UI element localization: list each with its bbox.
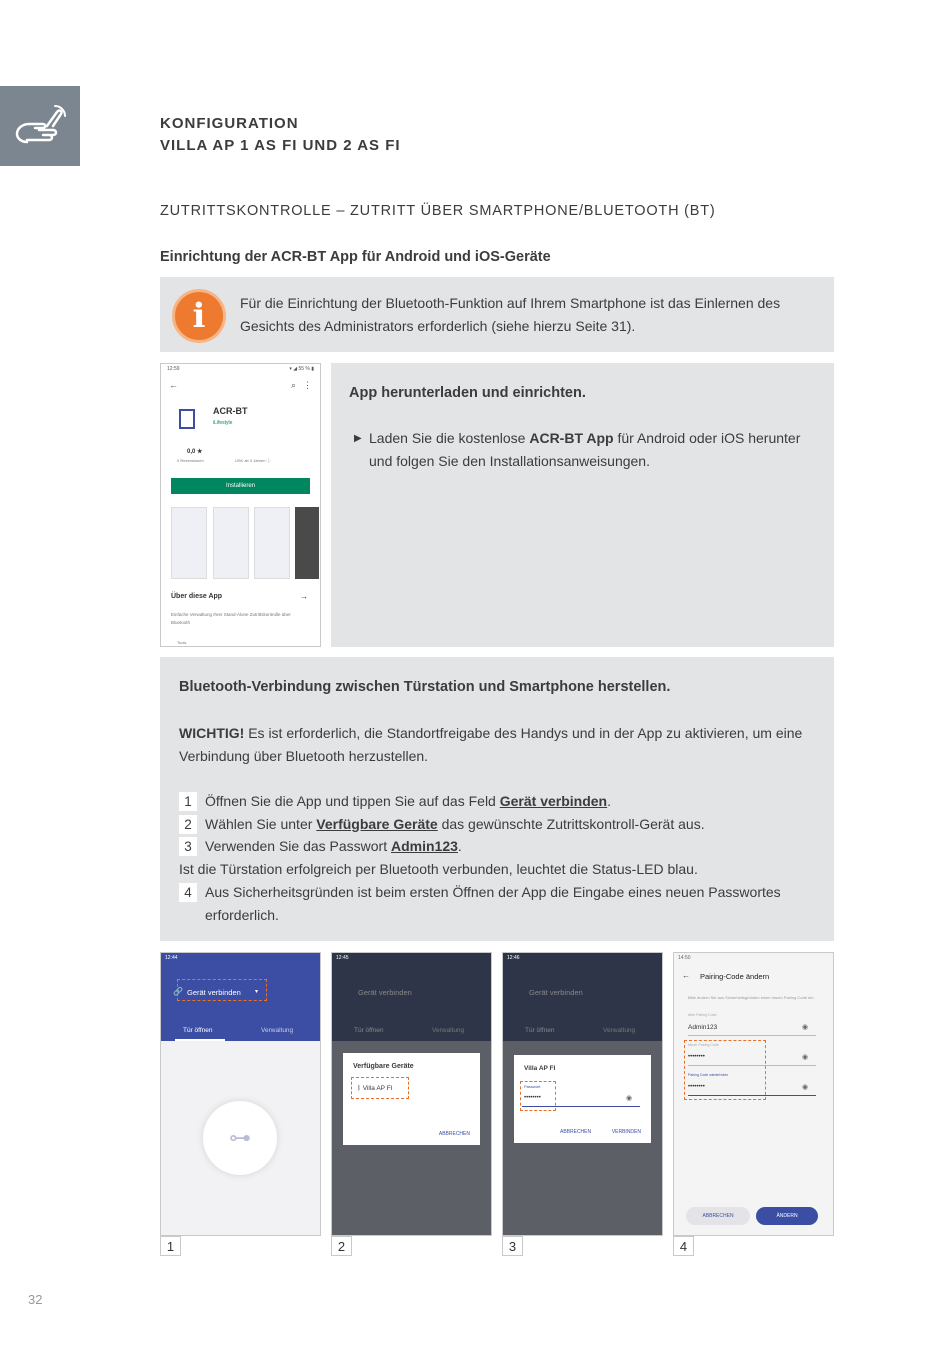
back-arrow-icon: ← <box>169 380 178 390</box>
password-input[interactable]: •••••••• <box>524 1095 541 1101</box>
cancel-button[interactable]: ABBRECHEN <box>560 1129 592 1135</box>
chapter-title: KONFIGURATION VILLA AP 1 AS FI UND 2 AS FI <box>160 115 401 154</box>
info-text: Für die Einrichtung der Bluetooth-Funktion auf Ihrem Smartphone ist das Einlernen des Gesichts des Administrators erforderlich (siehe hierzu Seite 31). <box>240 295 781 334</box>
app-store-screenshot: 12:59 ▾ ◢ 55 % ▮ ← ⌕ ⋮ ACR-BT iLifestyle 0,0 ★ 0 Rezensionen USK ab 0 Jahren ⓘ Installieren Über diese App → Einfache Verwaltung Ihrer Stand-Alone Zutrittskontrolle über Bluetooth Tools <box>160 363 321 647</box>
app-preview-1 <box>171 507 207 579</box>
app-preview-2 <box>213 507 249 579</box>
link-icon: 🔗 <box>173 987 183 996</box>
chapter-tab <box>0 86 80 166</box>
app-panel-instruction: ▶ Laden Sie die kostenlose ACR-BT App für Android oder iOS herunter und folgen Sie den Installationsanweisungen. <box>369 427 809 473</box>
subheading: Einrichtung der ACR-BT App für Android und iOS-Geräte <box>160 249 551 265</box>
info-icon: i <box>172 289 226 343</box>
cancel-button[interactable]: ABBRECHEN <box>686 1207 750 1225</box>
new-code-field[interactable]: •••••••• <box>688 1054 705 1060</box>
device-item[interactable]: ᛒ Villa AP FI <box>357 1085 393 1092</box>
connect-device-button[interactable]: Gerät verbinden <box>187 988 241 997</box>
phone-label-1: 1 <box>160 1236 181 1256</box>
app-preview-3 <box>254 507 290 579</box>
app-logo-icon <box>179 409 195 429</box>
available-devices-dialog: Verfügbare Geräte ᛒ Villa AP FI ABBRECHEN <box>343 1053 480 1145</box>
phone-screenshot-4: 14:50 ← Pairing-Code ändern Bitte ändern Sie aus Sicherheitsgründen einen neuen Pairing Code ein. Alter Pairing Code Admin123 ◉ Neuer Pairing Code •••••••• ◉ Pairing Code wiederholen •••••••• ◉ ABBRECHEN ÄNDERN <box>673 952 834 1236</box>
bluetooth-heading: Bluetooth-Verbindung zwischen Türstation und Smartphone herstellen. <box>179 679 671 695</box>
cancel-button[interactable]: ABBRECHEN <box>438 1131 470 1137</box>
phone-screenshot-1: 12:44 🔗 Gerät verbinden ▾ Tür öffnen Verwaltung ⊶ <box>160 952 321 1236</box>
section-heading: ZUTRITTSKONTROLLE – ZUTRITT ÜBER SMARTPHONE/BLUETOOTH (BT) <box>160 203 716 219</box>
more-icon: ⋮ <box>303 380 312 390</box>
hand-touch-icon <box>13 104 67 148</box>
tab-management[interactable]: Verwaltung <box>261 1027 294 1034</box>
phone-screenshot-2: 12:45 Gerät verbinden Tür öffnen Verwaltung Verfügbare Geräte ᛒ Villa AP FI ABBRECHEN <box>331 952 492 1236</box>
info-box <box>160 277 834 352</box>
eye-icon[interactable]: ◉ <box>802 1084 809 1091</box>
app-panel-heading: App herunterladen und einrichten. <box>349 385 586 401</box>
app-preview-4 <box>295 507 319 579</box>
change-button[interactable]: ÄNDERN <box>756 1207 818 1225</box>
step-2: 2 Wählen Sie unter Verfügbare Geräte das gewünschte Zutrittskontroll-Gerät aus. <box>179 813 819 836</box>
repeat-code-field[interactable]: •••••••• <box>688 1084 705 1090</box>
bluetooth-instructions <box>160 657 834 941</box>
tab-door-open[interactable]: Tür öffnen <box>183 1027 213 1034</box>
step-1: 1 Öffnen Sie die App und tippen Sie auf das Feld Gerät verbinden. <box>179 790 819 813</box>
connect-button[interactable]: VERBINDEN <box>611 1129 641 1135</box>
phone-label-2: 2 <box>331 1236 352 1256</box>
eye-icon[interactable]: ◉ <box>802 1054 809 1061</box>
key-icon[interactable]: ⊶ <box>203 1101 277 1175</box>
password-dialog: Villa AP FI Passwort •••••••• ◉ ABBRECHEN VERBINDEN <box>514 1055 651 1143</box>
bluetooth-steps <box>179 790 819 926</box>
bullet-arrow-icon: ▶ <box>354 433 362 444</box>
search-icon: ⌕ <box>290 380 296 390</box>
app-download-panel <box>331 363 834 647</box>
step-4: 4 Aus Sicherheitsgründen ist beim ersten Öffnen der App die Eingabe eines neuen Passwortes erforderlich. <box>179 881 819 926</box>
phone-label-4: 4 <box>673 1236 694 1256</box>
eye-icon[interactable]: ◉ <box>802 1024 809 1031</box>
back-arrow-icon[interactable]: ← <box>682 971 690 980</box>
step-3: 3 Verwenden Sie das Passwort Admin123. <box>179 835 819 858</box>
chevron-down-icon: ▾ <box>255 989 259 995</box>
bluetooth-warning: WICHTIG! Es ist erforderlich, die Standortfreigabe des Handys und in der App zu aktivieren, um eine Verbindung über Bluetooth herzustellen. <box>179 725 803 764</box>
step-note: Ist die Türstation erfolgreich per Bluetooth verbunden, leuchtet die Status-LED blau. <box>179 861 698 878</box>
phone-screenshot-3: 12:46 Gerät verbinden Tür öffnen Verwaltung Villa AP FI Passwort •••••••• ◉ ABBRECHEN VERBINDEN <box>502 952 663 1236</box>
arrow-right-icon[interactable]: → <box>300 592 308 601</box>
old-code-field[interactable]: Admin123 <box>688 1024 718 1031</box>
page-number: 32 <box>28 1292 43 1307</box>
install-button[interactable]: Installieren <box>171 478 310 494</box>
eye-icon[interactable]: ◉ <box>626 1095 633 1102</box>
phone-label-3: 3 <box>502 1236 523 1256</box>
